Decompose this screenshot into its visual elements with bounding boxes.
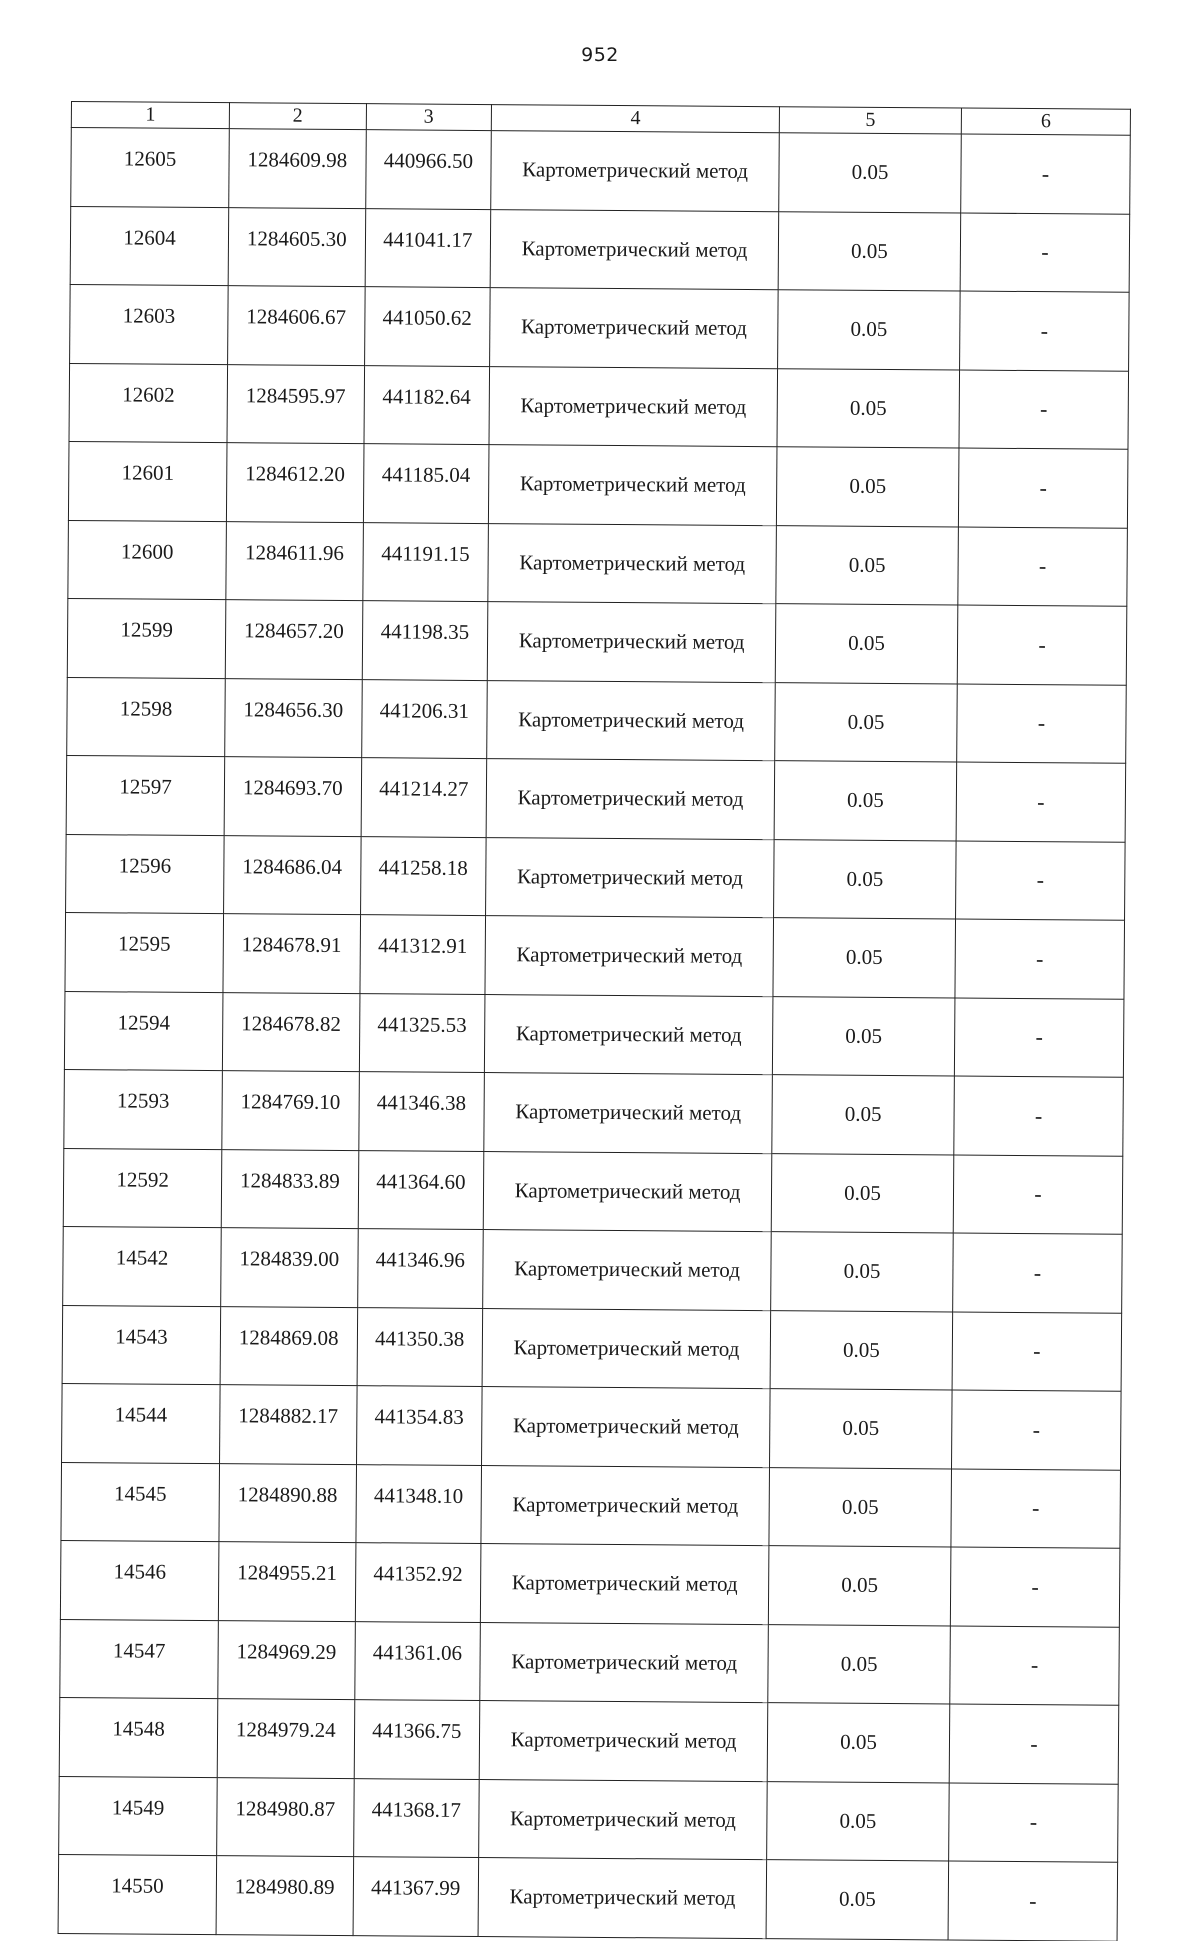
- y-coordinate-cell: 441206.31: [361, 679, 487, 758]
- accuracy-cell: 0.05: [772, 1075, 954, 1155]
- point-id-cell: 14543: [62, 1305, 221, 1385]
- point-id-cell: 12602: [69, 363, 228, 443]
- point-id-cell: 12603: [70, 284, 229, 364]
- y-coordinate-cell: 441214.27: [361, 758, 487, 837]
- method-cell: Картометрический метод: [487, 602, 776, 683]
- method-cell: Картометрический метод: [481, 1465, 770, 1546]
- accuracy-cell: 0.05: [768, 1624, 950, 1704]
- accuracy-cell: 0.05: [773, 918, 955, 998]
- point-id-cell: 12594: [64, 991, 223, 1071]
- y-coordinate-cell: 440966.50: [365, 130, 491, 209]
- x-coordinate-cell: 1284656.30: [225, 678, 362, 757]
- accuracy-cell: 0.05: [776, 525, 958, 605]
- table-row: [66, 834, 1126, 920]
- method-cell: Картометрический метод: [479, 1701, 768, 1782]
- method-cell: Картометрический метод: [490, 288, 779, 369]
- y-coordinate-cell: 441312.91: [359, 915, 485, 994]
- table-row: [70, 206, 1130, 292]
- y-coordinate-cell: 441352.92: [355, 1543, 481, 1622]
- x-coordinate-cell: 1284606.67: [228, 286, 365, 365]
- note-cell: -: [951, 1468, 1121, 1548]
- y-coordinate-cell: 441325.53: [359, 993, 485, 1072]
- point-id-cell: 12595: [65, 912, 224, 992]
- note-cell: -: [957, 684, 1127, 764]
- header-col-2: 2: [229, 103, 366, 130]
- method-cell: Картометрический метод: [479, 1779, 768, 1860]
- accuracy-cell: 0.05: [771, 1153, 953, 1233]
- method-cell: Картометрический метод: [483, 1230, 772, 1311]
- table-row: [63, 1226, 1123, 1312]
- point-id-cell: 14546: [60, 1540, 219, 1620]
- note-cell: -: [961, 134, 1131, 214]
- page-number: 952: [581, 44, 619, 66]
- point-id-cell: 12604: [70, 206, 229, 286]
- x-coordinate-cell: 1284657.20: [225, 600, 362, 679]
- x-coordinate-cell: 1284980.87: [217, 1777, 354, 1856]
- note-cell: -: [960, 291, 1130, 371]
- y-coordinate-cell: 441350.38: [357, 1307, 483, 1386]
- accuracy-cell: 0.05: [775, 682, 957, 762]
- table-row: [67, 677, 1127, 763]
- x-coordinate-cell: 1284769.10: [222, 1071, 359, 1150]
- table-row: [61, 1462, 1121, 1548]
- method-cell: Картометрический метод: [482, 1387, 771, 1468]
- accuracy-cell: 0.05: [775, 604, 957, 684]
- table-body: [58, 128, 1130, 1941]
- point-id-cell: 14545: [61, 1462, 220, 1542]
- method-cell: Картометрический метод: [484, 994, 773, 1075]
- y-coordinate-cell: 441191.15: [362, 522, 488, 601]
- method-cell: Картометрический метод: [483, 1151, 772, 1232]
- header-col-1: 1: [71, 102, 229, 129]
- x-coordinate-cell: 1284980.89: [216, 1856, 353, 1935]
- method-cell: Картометрический метод: [486, 837, 775, 918]
- method-cell: Картометрический метод: [489, 366, 778, 447]
- point-id-cell: 14548: [59, 1697, 218, 1777]
- note-cell: -: [950, 1625, 1120, 1705]
- accuracy-cell: 0.05: [770, 1389, 952, 1469]
- x-coordinate-cell: 1284833.89: [221, 1149, 358, 1228]
- y-coordinate-cell: 441354.83: [356, 1386, 482, 1465]
- note-cell: -: [959, 370, 1129, 450]
- table-row: [63, 1148, 1123, 1234]
- x-coordinate-cell: 1284609.98: [229, 129, 366, 208]
- table-row: [65, 912, 1125, 998]
- point-id-cell: 12601: [68, 441, 227, 521]
- point-id-cell: 12593: [64, 1069, 223, 1149]
- method-cell: Картометрический метод: [491, 131, 780, 212]
- note-cell: -: [953, 1233, 1123, 1313]
- accuracy-cell: 0.05: [777, 368, 959, 448]
- method-cell: Картометрический метод: [486, 759, 775, 840]
- accuracy-cell: 0.05: [774, 761, 956, 841]
- method-cell: Картометрический метод: [488, 523, 777, 604]
- accuracy-cell: 0.05: [771, 1232, 953, 1312]
- table-row: [70, 284, 1130, 370]
- method-cell: Картометрический метод: [487, 680, 776, 761]
- accuracy-cell: 0.05: [769, 1467, 951, 1547]
- header-col-3: 3: [366, 104, 492, 131]
- note-cell: -: [956, 762, 1126, 842]
- method-cell: Картометрический метод: [478, 1858, 767, 1939]
- accuracy-cell: 0.05: [770, 1310, 952, 1390]
- x-coordinate-cell: 1284686.04: [224, 835, 361, 914]
- note-cell: -: [949, 1782, 1119, 1862]
- accuracy-cell: 0.05: [778, 211, 960, 291]
- y-coordinate-cell: 441348.10: [355, 1464, 481, 1543]
- point-id-cell: 14550: [58, 1854, 217, 1934]
- x-coordinate-cell: 1284612.20: [227, 443, 364, 522]
- x-coordinate-cell: 1284882.17: [220, 1385, 357, 1464]
- table-row: [62, 1305, 1122, 1391]
- y-coordinate-cell: 441041.17: [365, 208, 491, 287]
- note-cell: -: [948, 1861, 1118, 1941]
- x-coordinate-cell: 1284693.70: [224, 757, 361, 836]
- method-cell: Картометрический метод: [489, 445, 778, 526]
- point-id-cell: 12596: [66, 834, 225, 914]
- note-cell: -: [954, 1076, 1124, 1156]
- point-id-cell: 14547: [60, 1619, 219, 1699]
- x-coordinate-cell: 1284869.08: [220, 1306, 357, 1385]
- y-coordinate-cell: 441346.38: [358, 1072, 484, 1151]
- header-col-5: 5: [779, 107, 961, 134]
- table-row: [64, 991, 1124, 1077]
- method-cell: Картометрический метод: [480, 1622, 769, 1703]
- table-row: [67, 598, 1127, 684]
- x-coordinate-cell: 1284979.24: [217, 1699, 354, 1778]
- y-coordinate-cell: 441185.04: [363, 444, 489, 523]
- note-cell: -: [952, 1390, 1122, 1470]
- table-row: [62, 1383, 1122, 1469]
- y-coordinate-cell: 441361.06: [354, 1621, 480, 1700]
- header-col-6: 6: [961, 108, 1130, 135]
- table-row: [68, 441, 1128, 527]
- note-cell: -: [958, 527, 1128, 607]
- table-row: [60, 1540, 1120, 1626]
- table-row: [66, 755, 1126, 841]
- y-coordinate-cell: 441364.60: [358, 1150, 484, 1229]
- accuracy-cell: 0.05: [767, 1781, 949, 1861]
- x-coordinate-cell: 1284839.00: [221, 1228, 358, 1307]
- note-cell: -: [958, 448, 1128, 528]
- note-cell: -: [954, 998, 1124, 1078]
- point-id-cell: 14544: [62, 1383, 221, 1463]
- header-col-4: 4: [491, 105, 779, 133]
- table-row: [59, 1776, 1119, 1862]
- y-coordinate-cell: 441367.99: [353, 1857, 479, 1936]
- table-row: [58, 1854, 1118, 1940]
- y-coordinate-cell: 441198.35: [362, 601, 488, 680]
- note-cell: -: [956, 841, 1126, 921]
- table-row: [64, 1069, 1124, 1155]
- x-coordinate-cell: 1284890.88: [219, 1463, 356, 1542]
- x-coordinate-cell: 1284678.91: [223, 914, 360, 993]
- table-row: [60, 1619, 1120, 1705]
- point-id-cell: 12598: [67, 677, 226, 757]
- note-cell: -: [955, 919, 1125, 999]
- note-cell: -: [957, 605, 1127, 685]
- y-coordinate-cell: 441346.96: [357, 1229, 483, 1308]
- point-id-cell: 14549: [59, 1776, 218, 1856]
- accuracy-cell: 0.05: [777, 447, 959, 527]
- note-cell: -: [960, 213, 1130, 293]
- y-coordinate-cell: 441182.64: [363, 365, 489, 444]
- point-id-cell: 12597: [66, 755, 225, 835]
- table-row: [59, 1697, 1119, 1783]
- accuracy-cell: 0.05: [778, 290, 960, 370]
- y-coordinate-cell: 441366.75: [354, 1700, 480, 1779]
- table-row: [71, 128, 1131, 214]
- x-coordinate-cell: 1284969.29: [218, 1620, 355, 1699]
- note-cell: -: [949, 1704, 1119, 1784]
- method-cell: Картометрический метод: [480, 1544, 769, 1625]
- x-coordinate-cell: 1284678.82: [222, 992, 359, 1071]
- y-coordinate-cell: 441368.17: [353, 1778, 479, 1857]
- x-coordinate-cell: 1284595.97: [227, 364, 364, 443]
- accuracy-cell: 0.05: [772, 996, 954, 1076]
- accuracy-cell: 0.05: [766, 1860, 948, 1940]
- accuracy-cell: 0.05: [767, 1703, 949, 1783]
- x-coordinate-cell: 1284955.21: [218, 1542, 355, 1621]
- table-row: [68, 520, 1128, 606]
- method-cell: Картометрический метод: [484, 1073, 773, 1154]
- y-coordinate-cell: 441258.18: [360, 836, 486, 915]
- accuracy-cell: 0.05: [774, 839, 956, 919]
- point-id-cell: 12599: [67, 598, 226, 678]
- accuracy-cell: 0.05: [768, 1546, 950, 1626]
- point-id-cell: 14542: [63, 1226, 222, 1306]
- y-coordinate-cell: 441050.62: [364, 287, 490, 366]
- point-id-cell: 12600: [68, 520, 227, 600]
- table-row: [69, 363, 1129, 449]
- note-cell: -: [950, 1547, 1120, 1627]
- method-cell: Картометрический метод: [485, 916, 774, 997]
- method-cell: Картометрический метод: [482, 1308, 771, 1389]
- method-cell: Картометрический метод: [490, 209, 779, 290]
- note-cell: -: [953, 1154, 1123, 1234]
- point-id-cell: 12592: [63, 1148, 222, 1228]
- accuracy-cell: 0.05: [779, 133, 961, 213]
- x-coordinate-cell: 1284605.30: [228, 207, 365, 286]
- x-coordinate-cell: 1284611.96: [226, 521, 363, 600]
- point-id-cell: 12605: [71, 128, 230, 208]
- coordinates-table: [58, 101, 1131, 1941]
- note-cell: -: [952, 1311, 1122, 1391]
